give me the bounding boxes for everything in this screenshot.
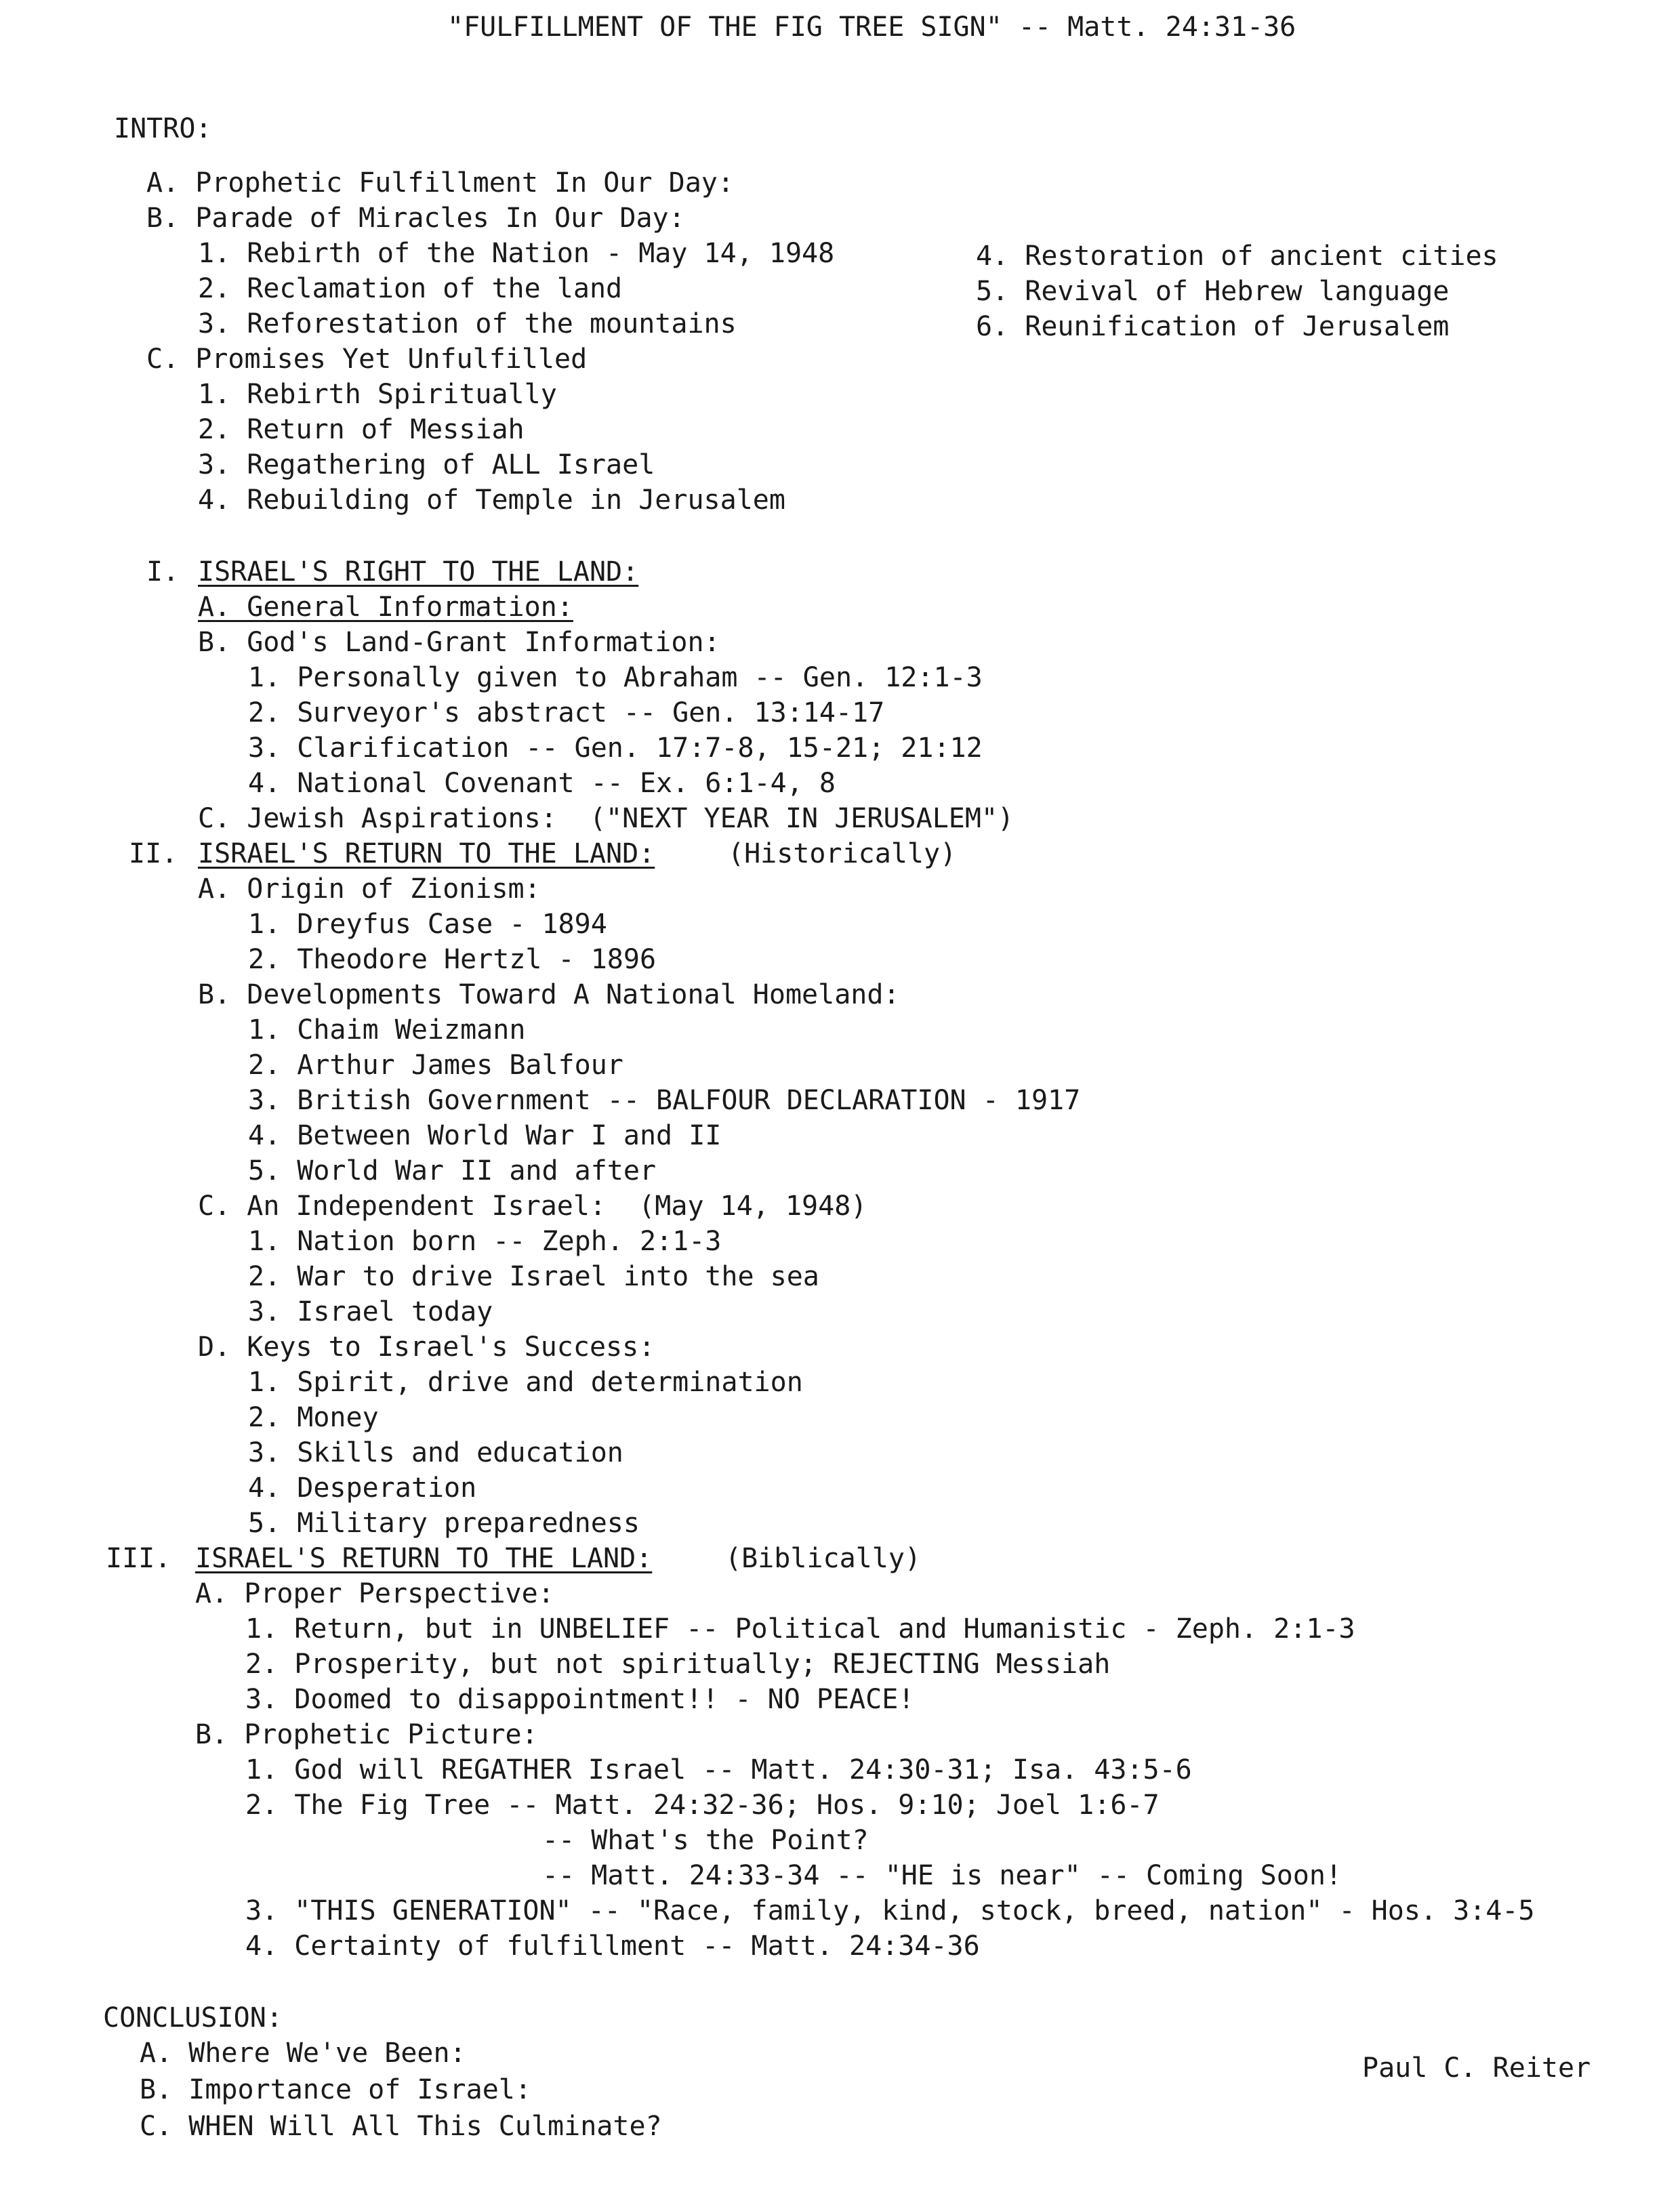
section-2-b-item: 2. Arthur James Balfour — [248, 1050, 623, 1081]
intro-b-item: 2. Reclamation of the land — [198, 273, 623, 304]
section-2-d-item: 1. Spirit, drive and determination — [248, 1367, 803, 1398]
section-2-item-c: C. An Independent Israel: (May 14, 1948) — [198, 1191, 867, 1222]
intro-b-item: 4. Restoration of ancient cities — [976, 241, 1498, 272]
section-3-a-item: 2. Prosperity, but not spiritually; REJECTING Messiah — [245, 1649, 1111, 1680]
intro-c-item: 2. Return of Messiah — [198, 414, 525, 445]
section-2-c-item: 1. Nation born -- Zeph. 2:1-3 — [248, 1226, 722, 1257]
section-2-numeral: II. — [129, 838, 178, 869]
intro-item-a: A. Prophetic Fulfillment In Our Day: — [146, 167, 734, 199]
intro-b-item: 1. Rebirth of the Nation - May 14, 1948 — [198, 238, 835, 269]
section-3-b-subitem: -- What's the Point? — [542, 1825, 869, 1856]
section-2-a-item: 2. Theodore Hertzl - 1896 — [248, 944, 657, 975]
section-1-b-item: 4. National Covenant -- Ex. 6:1-4, 8 — [248, 768, 836, 799]
intro-c-item: 4. Rebuilding of Temple in Jerusalem — [198, 484, 785, 516]
section-1-heading: ISRAEL'S RIGHT TO THE LAND: — [198, 556, 639, 587]
section-3-b-subitem: -- Matt. 24:33-34 -- "HE is near" -- Coming Soon! — [542, 1860, 1343, 1891]
section-3-b-item: 4. Certainty of fulfillment -- Matt. 24:34-36 — [245, 1931, 980, 1962]
section-2-a-item: 1. Dreyfus Case - 1894 — [248, 909, 607, 940]
section-3-b-item: 3. "THIS GENERATION" -- "Race, family, kind, stock, breed, nation" - Hos. 3:4-5 — [245, 1895, 1535, 1926]
conclusion-item: B. Importance of Israel: — [140, 2074, 531, 2105]
section-1-b-item: 3. Clarification -- Gen. 17:7-8, 15-21; 21:12 — [248, 732, 983, 764]
section-2-heading: ISRAEL'S RETURN TO THE LAND: — [198, 838, 655, 869]
section-1-item-a: A. General Information: — [198, 592, 573, 623]
section-3-numeral: III. — [106, 1543, 171, 1574]
intro-c-item: 3. Regathering of ALL Israel — [198, 449, 655, 480]
section-2-item-b: B. Developments Toward A National Homeland: — [198, 979, 900, 1010]
section-3-a-item: 1. Return, but in UNBELIEF -- Political and Humanistic - Zeph. 2:1-3 — [245, 1613, 1355, 1645]
section-3-a-item: 3. Doomed to disappointment!! - NO PEACE! — [245, 1684, 915, 1715]
section-1-item-b: B. God's Land-Grant Information: — [198, 627, 720, 658]
section-2-d-item: 2. Money — [248, 1402, 379, 1433]
intro-item-c: C. Promises Yet Unfulfilled — [146, 344, 588, 375]
section-2-b-item: 1. Chaim Weizmann — [248, 1014, 526, 1046]
section-3-item-a: A. Proper Perspective: — [195, 1578, 554, 1609]
section-1-b-item: 1. Personally given to Abraham -- Gen. 12:1-3 — [248, 662, 983, 693]
section-3-item-b: B. Prophetic Picture: — [195, 1719, 538, 1750]
section-2-c-item: 2. War to drive Israel into the sea — [248, 1261, 819, 1292]
section-2-b-item: 3. British Government -- BALFOUR DECLARATION - 1917 — [248, 1085, 1081, 1116]
section-2-b-item: 5. World War II and after — [248, 1155, 657, 1186]
document-title: "FULFILLMENT OF THE FIG TREE SIGN" -- Matt. 24:31-36 — [447, 12, 1296, 43]
intro-item-b: B. Parade of Miracles In Our Day: — [146, 203, 685, 234]
conclusion-item: C. WHEN Will All This Culminate? — [140, 2111, 662, 2142]
section-2-d-item: 4. Desperation — [248, 1472, 477, 1504]
section-1-numeral: I. — [146, 556, 180, 587]
section-2-d-item: 3. Skills and education — [248, 1437, 623, 1468]
section-1-item-c: C. Jewish Aspirations: ("NEXT YEAR IN JERUSALEM") — [198, 803, 1015, 834]
intro-b-item: 6. Reunification of Jerusalem — [976, 311, 1450, 342]
section-2-item-a: A. Origin of Zionism: — [198, 873, 541, 905]
conclusion-heading: CONCLUSION: — [103, 2002, 283, 2034]
author-name: Paul C. Reiter — [1362, 2052, 1591, 2084]
section-2-qualifier: (Historically) — [728, 838, 957, 869]
section-2-item-d: D. Keys to Israel's Success: — [198, 1332, 655, 1363]
section-3-b-item: 2. The Fig Tree -- Matt. 24:32-36; Hos. 9:10; Joel 1:6-7 — [245, 1790, 1160, 1821]
section-2-c-item: 3. Israel today — [248, 1296, 493, 1327]
section-3-b-item: 1. God will REGATHER Israel -- Matt. 24:30-31; Isa. 43:5-6 — [245, 1754, 1192, 1786]
section-3-heading: ISRAEL'S RETURN TO THE LAND: — [195, 1543, 653, 1574]
section-1-b-item: 2. Surveyor's abstract -- Gen. 13:14-17 — [248, 697, 885, 728]
section-2-d-item: 5. Military preparedness — [248, 1508, 640, 1539]
intro-b-item: 5. Revival of Hebrew language — [976, 276, 1450, 307]
conclusion-item: A. Where We've Been: — [140, 2038, 466, 2069]
section-3-qualifier: (Biblically) — [725, 1543, 921, 1574]
section-2-b-item: 4. Between World War I and II — [248, 1120, 722, 1151]
intro-heading: INTRO: — [114, 113, 212, 144]
intro-b-item: 3. Reforestation of the mountains — [198, 308, 737, 339]
intro-c-item: 1. Rebirth Spiritually — [198, 379, 557, 410]
